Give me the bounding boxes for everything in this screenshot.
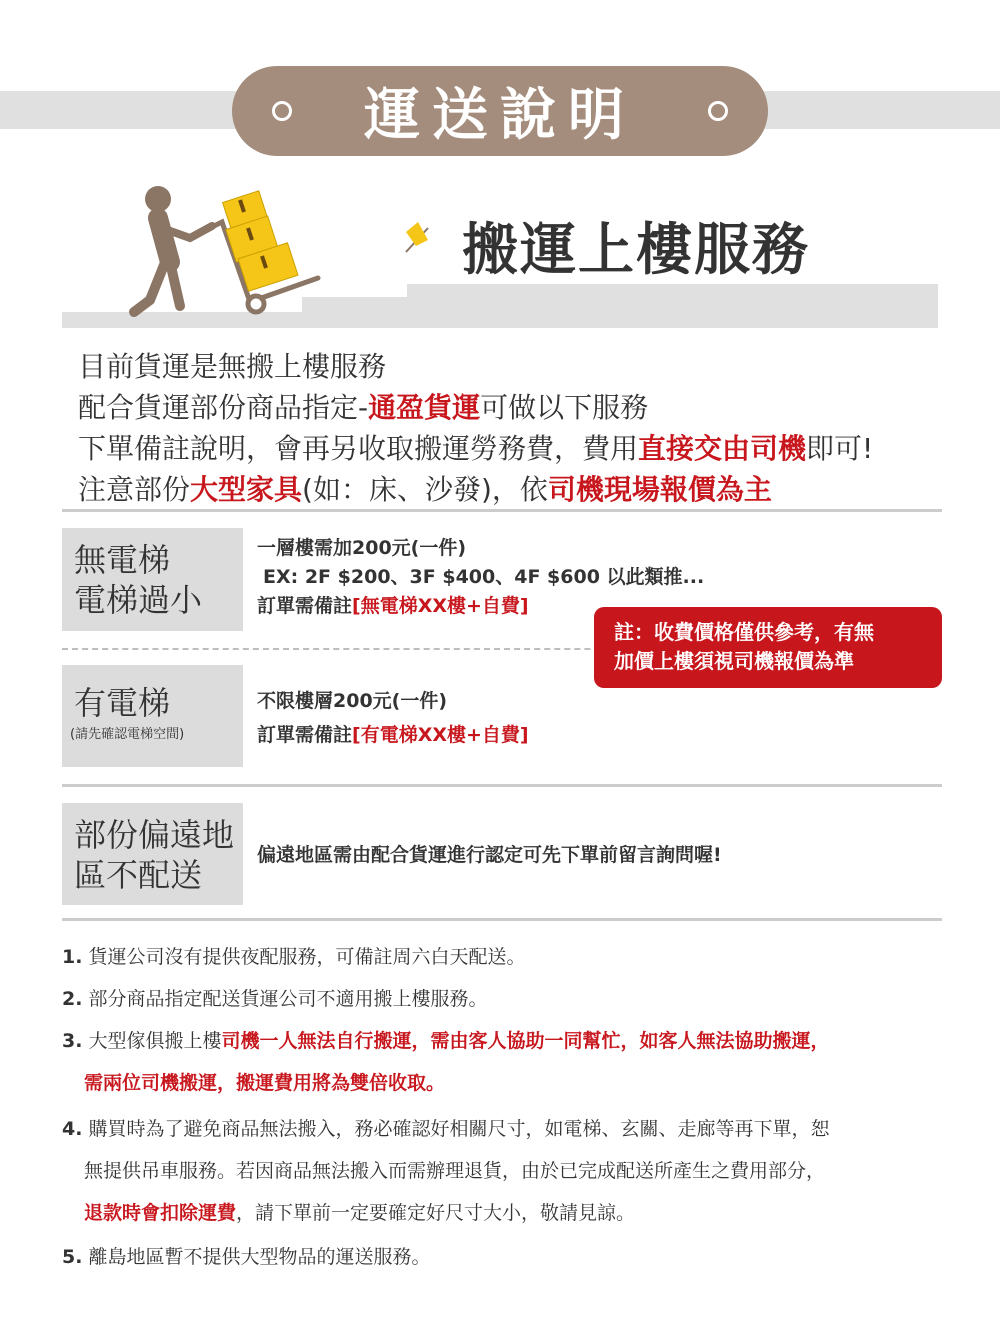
- no-elevator-desc: 一層樓需加200元(一件) EX: 2F $200、3F $400、4F $600 以此類推... 訂單需備註[無電梯XX樓+自費]: [257, 537, 705, 617]
- list-item-continued: 需兩位司機搬運，搬運費用將為雙倍收取。: [84, 1072, 446, 1094]
- elevator-hint: (請先確認電梯空間): [70, 727, 185, 742]
- no-elevator-label-box: [62, 528, 243, 631]
- price-note: 註：收費價格僅供參考，有無 加價上樓須視司機報價為準: [594, 607, 942, 688]
- list-item-continued: 無提供吊車服務。若因商品無法搬入而需辦理退貨，由於已完成配送所產生之費用部分，: [84, 1160, 826, 1182]
- remote-label-2: 區不配送: [74, 856, 203, 894]
- list-item: 3. 大型傢俱搬上樓司機一人無法自行搬運，需由客人協助一同幫忙，如客人無法協助搬運，: [62, 1030, 830, 1052]
- divider: [62, 918, 942, 921]
- intro-line-2: 配合貨運部份商品指定-通盈貨運可做以下服務: [78, 391, 649, 424]
- stairs-graphic: [62, 284, 938, 328]
- elevator-label: 有電梯: [74, 684, 171, 722]
- boxes-icon: [223, 191, 298, 291]
- remote-label: 部份偏遠地: [74, 816, 235, 854]
- page-title: 運送說明: [364, 83, 636, 148]
- list-item: 4. 購買時為了避免商品無法搬入，務必確認好相關尺寸，如電梯、玄關、走廊等再下單，恕: [62, 1118, 830, 1140]
- no-elevator-label: 無電梯: [74, 541, 171, 579]
- mover-person-icon: [134, 186, 212, 312]
- intro-line-1: 目前貨運是無搬上樓服務: [78, 350, 387, 383]
- list-item: 2. 部分商品指定配送貨運公司不適用搬上樓服務。: [62, 988, 488, 1010]
- remote-desc: 偏遠地區需由配合貨運進行認定可先下單前留言詢問喔!: [257, 844, 722, 866]
- divider: [62, 784, 942, 787]
- carrier-name: 通盈貨運: [368, 391, 481, 424]
- intro-line-3: 下單備註說明，會再另收取搬運勞務費，費用直接交由司機即可!: [78, 432, 874, 465]
- divider: [62, 509, 942, 512]
- intro-text: [78, 346, 873, 510]
- list-item: 5. 離島地區暫不提供大型物品的運送服務。: [62, 1246, 431, 1268]
- small-elevator-label: 電梯過小: [74, 581, 203, 619]
- elevator-label-box: [62, 665, 243, 767]
- intro-line-4: 注意部份大型家具(如：床、沙發)，依司機現場報價為主: [78, 473, 772, 506]
- remote-label-box: [62, 803, 243, 905]
- elevator-desc: 不限樓層200元(一件) 訂單需備註[有電梯XX樓+自費]: [257, 690, 529, 746]
- list-item: 1. 貨運公司沒有提供夜配服務，可備註周六白天配送。: [62, 946, 526, 968]
- service-title: 搬運上樓服務: [462, 218, 810, 283]
- flag-icon: [406, 222, 428, 252]
- list-item-continued: 退款時會扣除運費，請下單前一定要確定好尺寸大小，敬請見諒。: [84, 1202, 636, 1224]
